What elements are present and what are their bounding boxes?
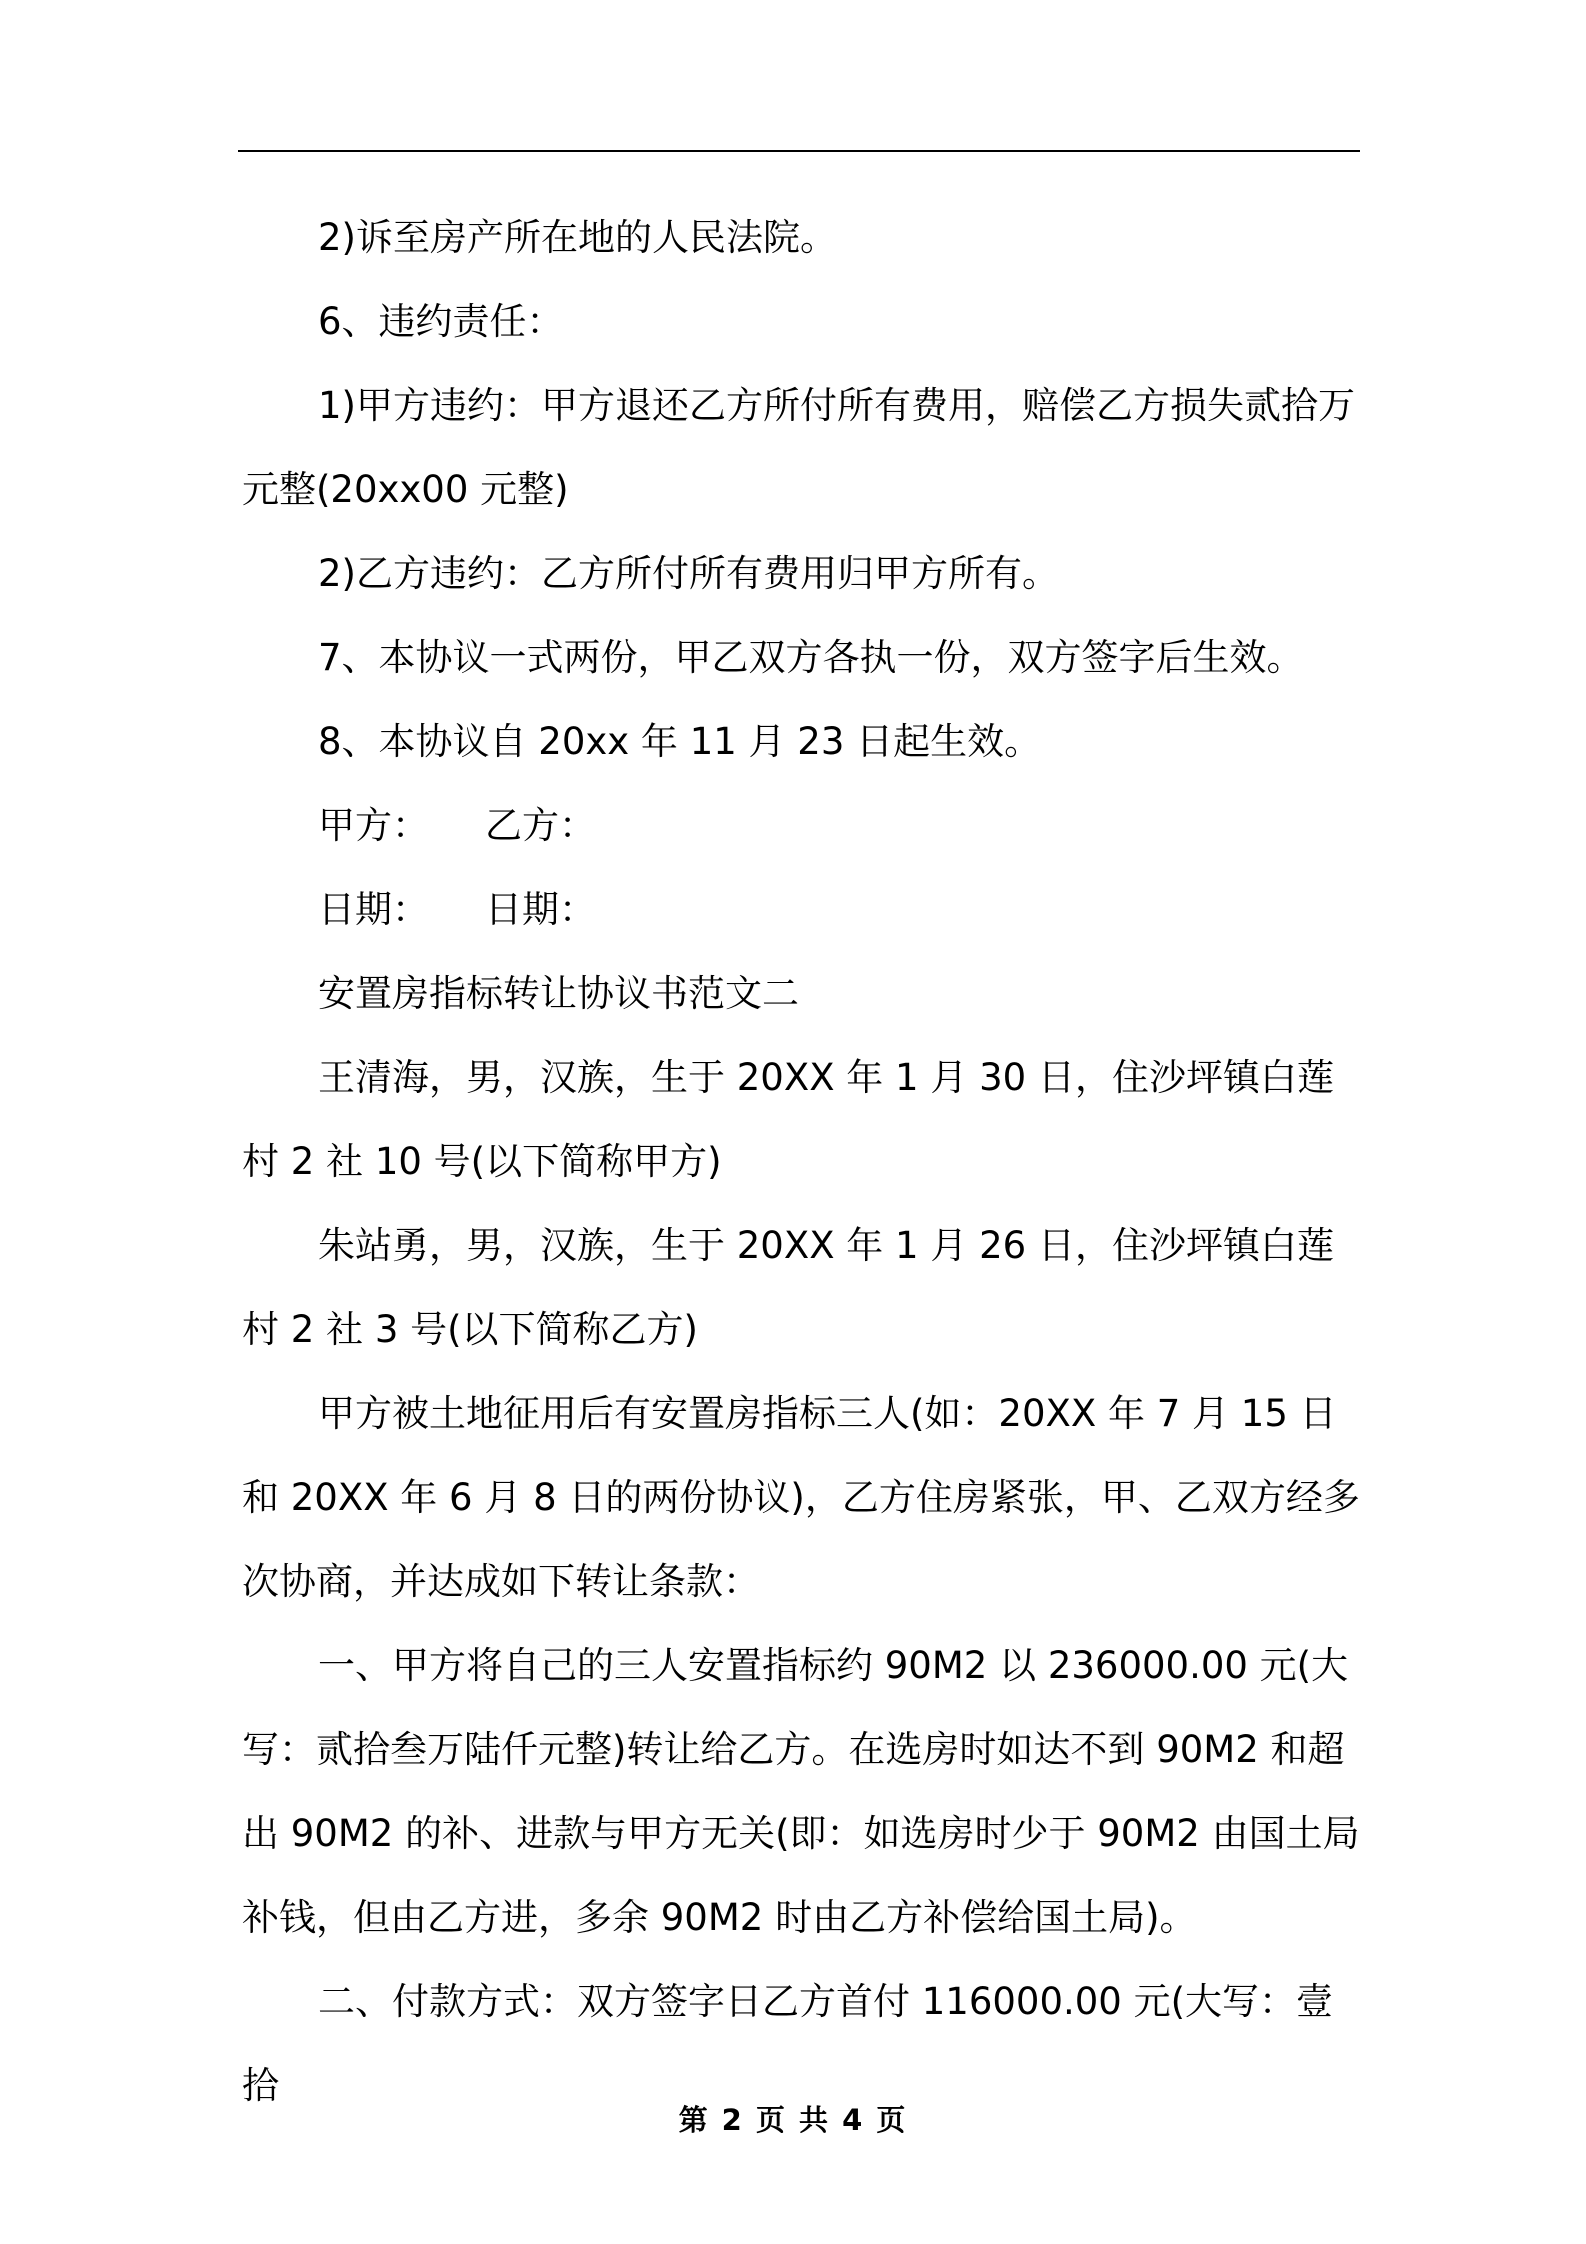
date-a-label: 日期： [318,888,429,931]
paragraph-effective-date: 8、本协议自 20xx 年 11 月 23 日起生效。 [318,720,1042,763]
header-rule [238,150,1360,152]
paragraph-background: 甲方被土地征用后有安置房指标三人(如：20XX 年 7 月 15 日和 20XX 年 6 月 8 日的两份协议)，乙方住房紧张，甲、乙双方经多次协商，并达成如下转让条款： [242,1392,1360,1603]
party-b-label: 乙方： [485,804,596,847]
paragraph-clause-one: 一、甲方将自己的三人安置指标约 90M2 以 236000.00 元(大写：贰拾叁万陆仟元整)转让给乙方。在选房时如达不到 90M2 和超出 90M2 的补、进款与甲方无关(即：如选房时少于 90M2 由国土局补钱，但由乙方进，多余 90M2 时由乙方补偿给国土局)。 [242,1644,1360,1939]
paragraph-breach-party-a: 1)甲方违约：甲方退还乙方所付所有费用，赔偿乙方损失贰拾万元整(20xx00 元整) [242,384,1355,511]
paragraph-party-a-info: 王清海，男，汉族，生于 20XX 年 1 月 30 日，住沙坪镇白莲村 2 社 10 号(以下简称甲方) [242,1056,1334,1183]
signature-party-line [242,784,1360,868]
paragraph-party-b-info: 朱站勇，男，汉族，生于 20XX 年 1 月 26 日，住沙坪镇白莲村 2 社 3 号(以下简称乙方) [242,1224,1334,1351]
page-number-footer: 第 2 页 共 4 页 [678,2103,908,2137]
paragraph-dispute-court: 2)诉至房产所在地的人民法院。 [318,216,837,259]
paragraph-copies: 7、本协议一式两份，甲乙双方各执一份，双方签字后生效。 [318,636,1304,679]
party-a-label: 甲方： [318,804,429,847]
document-body [242,196,1360,2128]
section-title-sample-two: 安置房指标转让协议书范文二 [318,972,799,1015]
date-b-label: 日期： [485,888,596,931]
paragraph-breach-party-b: 2)乙方违约：乙方所付所有费用归甲方所有。 [318,552,1059,595]
paragraph-clause-two: 二、付款方式：双方签字日乙方首付 116000.00 元(大写：壹拾 [242,1980,1334,2107]
signature-date-line [242,868,1360,952]
paragraph-breach-heading: 6、违约责任： [318,300,564,343]
